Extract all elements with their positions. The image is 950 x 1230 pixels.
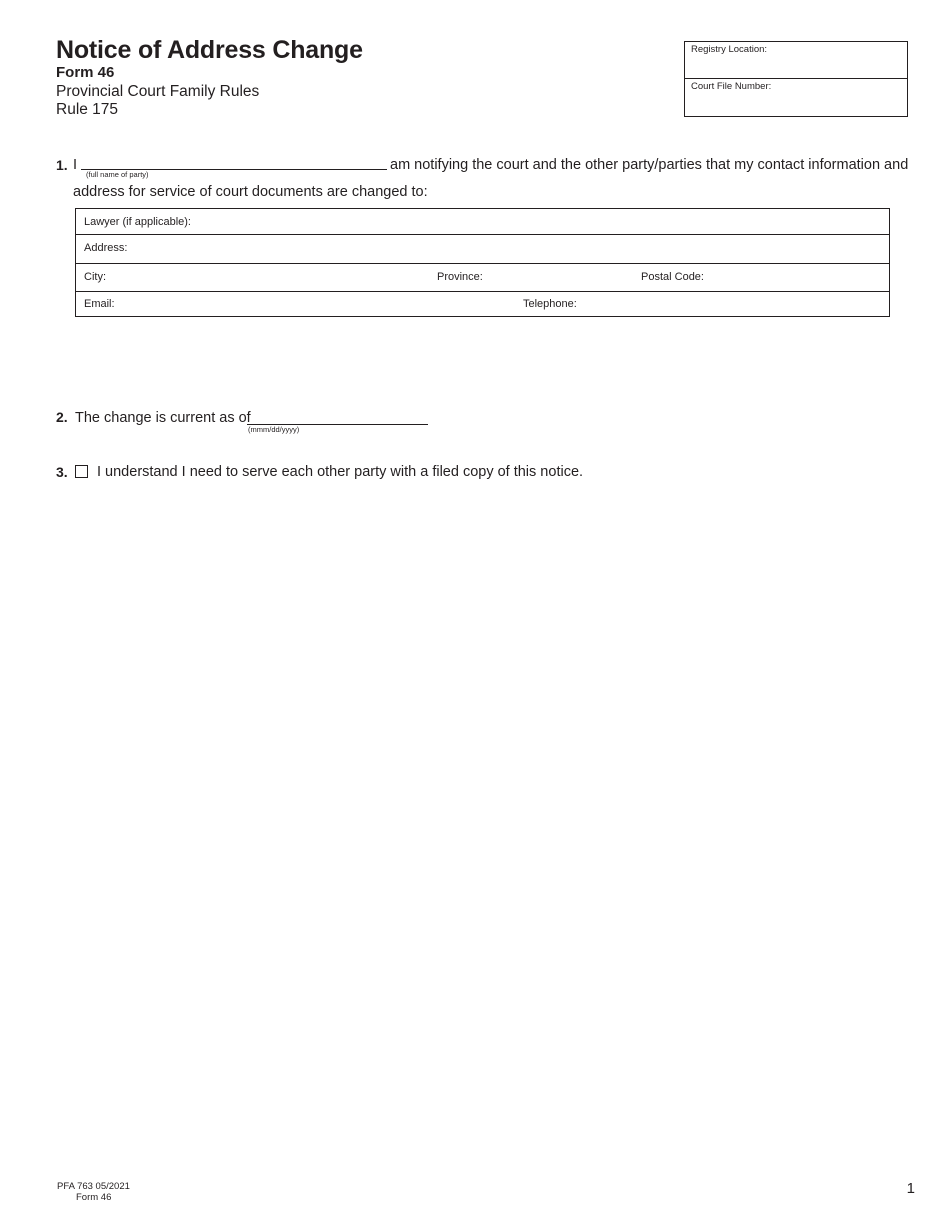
province-label: Province:: [437, 271, 483, 283]
address-label: Address:: [84, 242, 128, 254]
email-label: Email:: [84, 298, 115, 310]
date-format-hint: (mmm/dd/yyyy): [248, 425, 300, 434]
telephone-label: Telephone:: [523, 298, 577, 310]
section-2-text: The change is current as of: [75, 410, 251, 426]
page-number: 1: [906, 1180, 915, 1197]
footer-form-name: Form 46: [76, 1192, 112, 1203]
email-telephone-row[interactable]: [76, 292, 889, 317]
section-1-lead: I: [73, 157, 78, 173]
section-2-number: 2.: [56, 409, 68, 425]
current-date-field[interactable]: [247, 410, 428, 425]
full-name-field[interactable]: [81, 156, 387, 170]
rules-name: Provincial Court Family Rules: [56, 83, 260, 100]
city-province-postal-row[interactable]: [76, 264, 889, 292]
lawyer-field[interactable]: [76, 209, 889, 235]
city-label: City:: [84, 271, 106, 283]
registry-location-label: Registry Location:: [691, 44, 768, 55]
registry-box: [684, 41, 908, 117]
section-3-number: 3.: [56, 464, 68, 480]
address-table: [75, 208, 890, 317]
section-1-text-line2: address for service of court documents are changed to:: [73, 184, 428, 200]
registry-location-field[interactable]: [685, 42, 907, 79]
court-file-number-label: Court File Number:: [691, 81, 772, 92]
section-1-number: 1.: [56, 157, 68, 173]
court-file-number-field[interactable]: [685, 79, 907, 116]
lawyer-label: Lawyer (if applicable):: [84, 216, 191, 228]
form-number: Form 46: [56, 64, 115, 81]
section-3-text: I understand I need to serve each other party with a filed copy of this notice.: [97, 464, 584, 480]
address-field[interactable]: [76, 235, 889, 264]
full-name-hint: (full name of party): [86, 170, 149, 179]
footer-form-code: PFA 763 05/2021: [57, 1181, 130, 1192]
serve-acknowledgement-checkbox[interactable]: [75, 465, 88, 478]
form-title: Notice of Address Change: [56, 36, 363, 64]
section-1-text-line1: am notifying the court and the other party/parties that my contact information and: [390, 157, 909, 173]
rule-number: Rule 175: [56, 101, 119, 118]
postal-code-label: Postal Code:: [641, 271, 704, 283]
